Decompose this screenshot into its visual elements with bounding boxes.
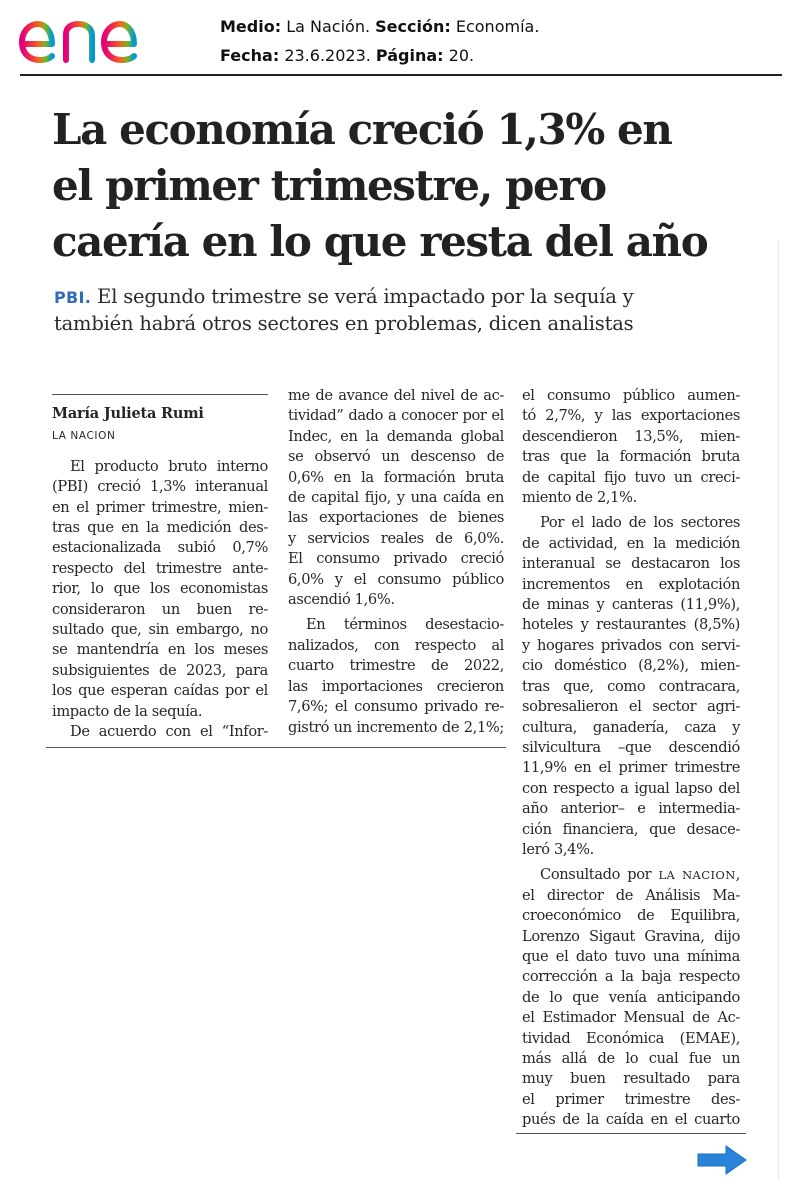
body-line xyxy=(522,865,740,885)
body-line: 0,6% en la formación bruta xyxy=(288,468,504,486)
body-line: sultado que, sin embargo, no xyxy=(52,621,268,639)
body-line: descendieron 13,5%, mien- xyxy=(522,427,740,445)
body-line: con respecto a igual lapso del xyxy=(522,779,740,797)
body-line: interanual se destacaron los xyxy=(522,555,740,573)
body-line: 7,6%; el consumo privado re- xyxy=(288,698,504,716)
body-line: me de avance del nivel de ac- xyxy=(288,387,504,404)
body-line: se mantendría en los meses xyxy=(52,641,268,659)
body-line: ascendió 1,6%. xyxy=(288,591,395,609)
body-line: que el dato tuvo una mínima xyxy=(522,947,740,965)
document-header xyxy=(0,0,800,76)
header-divider xyxy=(20,74,782,76)
body-line: rior, lo que los economistas xyxy=(52,580,268,598)
subheadline-line: El segundo trimestre se verá impactado por la sequía y xyxy=(97,285,634,308)
enel-logo xyxy=(14,2,184,68)
body-line: Por el lado de los sectores xyxy=(540,514,740,532)
column-end-rule xyxy=(46,747,506,748)
body-line: y hogares privados con servi- xyxy=(522,636,740,654)
seccion-value: Economía. xyxy=(455,17,540,36)
body-line: Lorenzo Sigaut Gravina, dijo xyxy=(522,927,740,945)
body-line: el primer trimestre des- xyxy=(522,1090,740,1108)
body-line: de minas y canteras (11,9%), xyxy=(522,596,740,614)
body-line: nalizados, con respecto al xyxy=(288,636,504,654)
body-line: de lo que venía anticipando xyxy=(522,988,740,1006)
article-headline xyxy=(52,102,772,270)
body-line: tó 2,7%, y las exportaciones xyxy=(522,407,740,425)
publication-mention: LA NACION xyxy=(658,868,736,883)
body-line: más allá de lo cual fue un xyxy=(522,1050,740,1067)
headline-line: caería en lo que resta del año xyxy=(52,217,708,266)
body-line: miento de 2,1%. xyxy=(522,489,637,507)
body-line: El producto bruto interno xyxy=(70,457,268,475)
body-line: impacto de la sequía. xyxy=(52,702,203,720)
body-line: muy buen resultado para xyxy=(522,1070,740,1088)
body-line: croeconómico de Equilibra, xyxy=(522,907,740,925)
body-line: incrementos en explotación xyxy=(522,575,740,593)
body-line: 11,9% en el primer trimestre xyxy=(522,759,740,777)
seccion-label: Sección xyxy=(375,17,445,36)
pagina-label: Página xyxy=(375,46,438,65)
section-kicker: PBI. xyxy=(54,288,92,307)
body-line: leró 3,4%. xyxy=(522,840,594,858)
article-column-3 xyxy=(522,386,740,1131)
body-line: el Estimador Mensual de Ac- xyxy=(522,1009,740,1027)
fecha-value: 23.6.2023. xyxy=(284,46,371,65)
body-line: tras que, como contracara, xyxy=(522,677,740,695)
body-line: tras que en la medición des- xyxy=(52,519,268,537)
body-line: las exportaciones de bienes xyxy=(288,509,504,527)
byline-rule xyxy=(52,394,268,395)
body-line: de capital fijo, y una caída en xyxy=(288,489,504,507)
document-meta: Medio: La Nación. Sección: Economía. Fecha: 23.6.2023. Página: 20. xyxy=(220,17,540,65)
body-line: el consumo público aumen- xyxy=(522,387,740,404)
article-subheadline xyxy=(54,284,774,337)
body-line: ción financiera, que desace- xyxy=(522,820,740,838)
pagina-value: 20. xyxy=(448,46,475,65)
body-line: (PBI) creció 1,3% interanual xyxy=(52,478,268,496)
body-text: Consultado por xyxy=(540,866,652,884)
body-line: estacionalizada subió 0,7% xyxy=(52,539,268,557)
body-line: año anterior– e intermedia- xyxy=(522,800,740,818)
publication-name: LA NACION xyxy=(52,430,116,443)
body-line: cultura, ganadería, caza y xyxy=(522,718,740,736)
body-line: en el primer trimestre, mien- xyxy=(52,498,268,516)
body-line: de capital fijo tuvo un creci- xyxy=(522,468,740,486)
body-line: tras que la formación bruta xyxy=(522,448,740,466)
body-line: respecto del trimestre ante- xyxy=(52,559,268,577)
body-line: 6,0% y el consumo público xyxy=(288,570,504,588)
body-line: el director de Análisis Ma- xyxy=(522,886,740,904)
body-line: cio doméstico (8,2%), mien- xyxy=(522,657,740,675)
headline-line: el primer trimestre, pero xyxy=(52,161,606,210)
body-line: pués de la caída en el cuarto xyxy=(522,1111,740,1129)
body-line: y servicios reales de 6,0%. xyxy=(288,529,504,547)
page-edge xyxy=(778,240,779,1180)
arrow-right-icon[interactable] xyxy=(696,1144,748,1176)
body-line: gistró un incremento de 2,1%; xyxy=(288,718,504,736)
body-line: cuarto trimestre de 2022, xyxy=(288,657,504,675)
medio-value: La Nación. xyxy=(286,17,371,36)
medio-label: Medio xyxy=(220,17,275,36)
body-line: El consumo privado creció xyxy=(288,550,504,568)
body-line: de actividad, en la medición xyxy=(522,534,740,552)
body-line: las importaciones crecieron xyxy=(288,677,504,695)
body-line: se observó un descenso de xyxy=(288,448,504,466)
body-line: En términos desestacio- xyxy=(306,616,504,634)
body-line: consideraron un buen re- xyxy=(52,600,268,618)
body-line: tividad Económica (EMAE), xyxy=(522,1029,740,1047)
article-column-2 xyxy=(288,386,504,738)
continuation-rule xyxy=(516,1133,746,1134)
body-text: , xyxy=(735,866,740,884)
body-line: tividad” dado a conocer por el xyxy=(288,407,504,425)
fecha-label: Fecha xyxy=(220,46,273,65)
article-column-1 xyxy=(52,404,268,743)
body-line: De acuerdo con el “Infor- xyxy=(70,723,268,741)
body-line: subsiguientes de 2023, para xyxy=(52,661,268,679)
body-line: los que esperan caídas por el xyxy=(52,682,268,700)
body-line: corrección a la baja respecto xyxy=(522,968,740,986)
author-name: María Julieta Rumi xyxy=(52,405,204,422)
body-line: silvicultura –que descendió xyxy=(522,738,740,756)
body-line: Indec, en la demanda global xyxy=(288,427,504,445)
body-line: hoteles y restaurantes (8,5%) xyxy=(522,616,740,634)
body-line: sobresalieron el sector agri- xyxy=(522,698,740,716)
subheadline-line: también habrá otros sectores en problemas, dicen analistas xyxy=(54,312,634,335)
headline-line: La economía creció 1,3% en xyxy=(52,105,672,154)
